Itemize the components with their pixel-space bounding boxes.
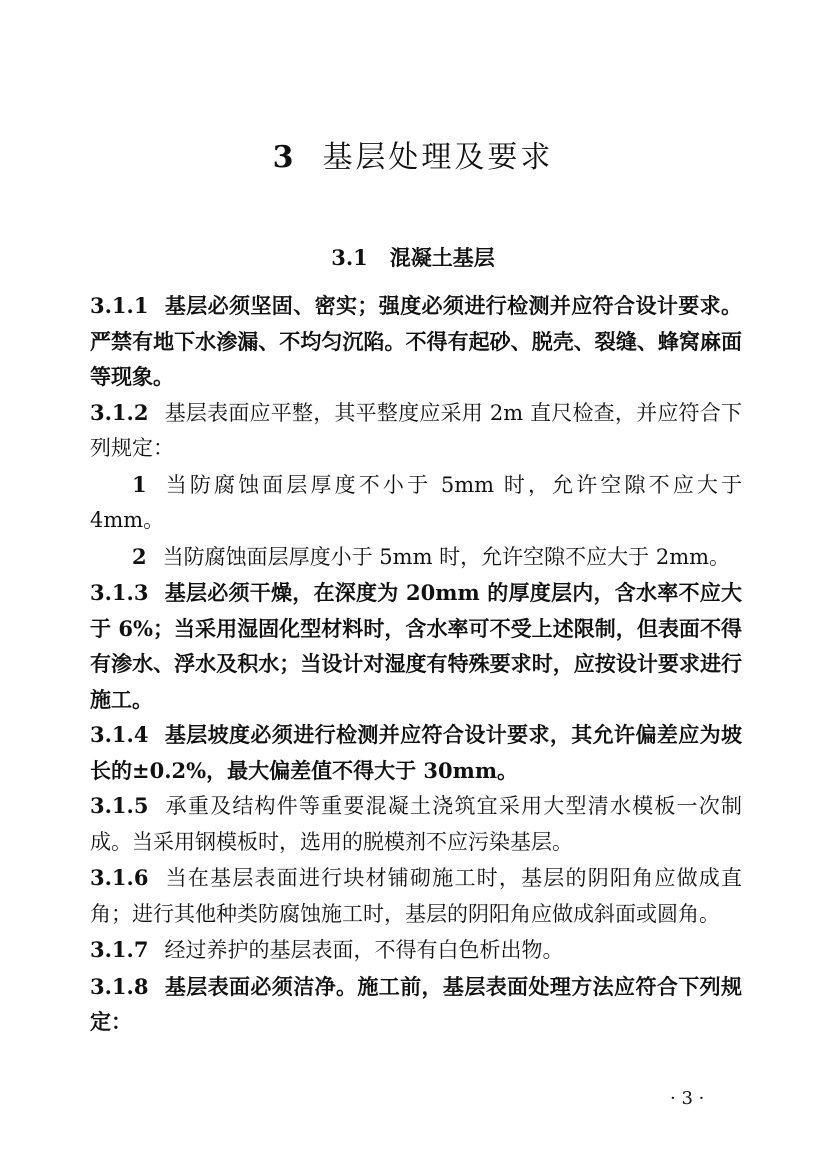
clause-item-1	[90, 467, 742, 539]
clause-3-1-4	[90, 717, 742, 788]
section-title	[0, 242, 826, 272]
clause-number: 3.1.4	[90, 722, 149, 747]
item-number: 1	[132, 471, 147, 497]
page-number: · 3 ·	[670, 1088, 705, 1109]
clause-3-1-5	[90, 788, 742, 860]
item-text: 当防腐蚀面层厚度不小于 5mm 时，允许空隙不应大于 4mm。	[90, 472, 742, 532]
clause-text: 经过养护的基层表面，不得有白色析出物。	[164, 938, 564, 962]
document-body	[90, 288, 742, 1040]
clause-text: 基层表面必须洁净。施工前，基层表面处理方法应符合下列规定：	[90, 973, 742, 1034]
clause-3-1-8	[90, 969, 742, 1040]
clause-text: 当在基层表面进行块材铺砌施工时，基层的阴阳角应做成直角；进行其他种类防腐蚀施工时，基层的阴阳角应做成斜面或圆角。	[90, 866, 742, 926]
clause-item-2	[90, 539, 742, 576]
section-title-text: 混凝土基层	[389, 245, 495, 270]
clause-3-1-3	[90, 575, 742, 717]
clause-text: 基层必须干燥，在深度为 20mm 的厚度层内，含水率不应大于 6%；当采用湿固化型材料时，含水率可不受上述限制，但表面不得有渗水、浮水及积水；当设计对湿度有特殊要求时，应按设计要求进行施工。	[90, 580, 742, 712]
item-text: 当防腐蚀面层厚度小于 5mm 时，允许空隙不应大于 2mm。	[162, 544, 731, 569]
clause-text: 基层坡度必须进行检测并应符合设计要求，其允许偏差应为坡长的±0.2%，最大偏差值不得大于 30mm。	[90, 722, 742, 783]
clause-number: 3.1.8	[90, 973, 149, 999]
clause-number: 3.1.3	[90, 580, 149, 605]
clause-number: 3.1.6	[90, 865, 149, 890]
clause-3-1-1	[90, 288, 742, 395]
clause-3-1-7	[90, 932, 742, 969]
clause-text: 基层表面应平整，其平整度应采用 2m 直尺检查，并应符合下列规定：	[90, 400, 742, 460]
clause-3-1-2	[90, 395, 742, 467]
clause-3-1-6	[90, 860, 742, 932]
clause-text: 承重及结构件等重要混凝土浇筑宜采用大型清水模板一次制成。当采用钢模板时，选用的脱模剂不应污染基层。	[90, 794, 742, 854]
clause-number: 3.1.7	[90, 937, 149, 962]
clause-text: 基层必须坚固、密实；强度必须进行检测并应符合设计要求。严禁有地下水渗漏、不均匀沉陷。不得有起砂、脱壳、裂缝、蜂窝麻面等现象。	[90, 293, 742, 389]
chapter-number: 3	[272, 140, 297, 175]
chapter-title	[0, 132, 826, 176]
chapter-title-text: 基层处理及要求	[322, 140, 554, 175]
clause-number: 3.1.5	[90, 793, 149, 818]
section-number: 3.1	[331, 245, 368, 270]
item-number: 2	[132, 543, 147, 569]
clause-number: 3.1.1	[90, 293, 149, 318]
clause-number: 3.1.2	[90, 399, 149, 425]
